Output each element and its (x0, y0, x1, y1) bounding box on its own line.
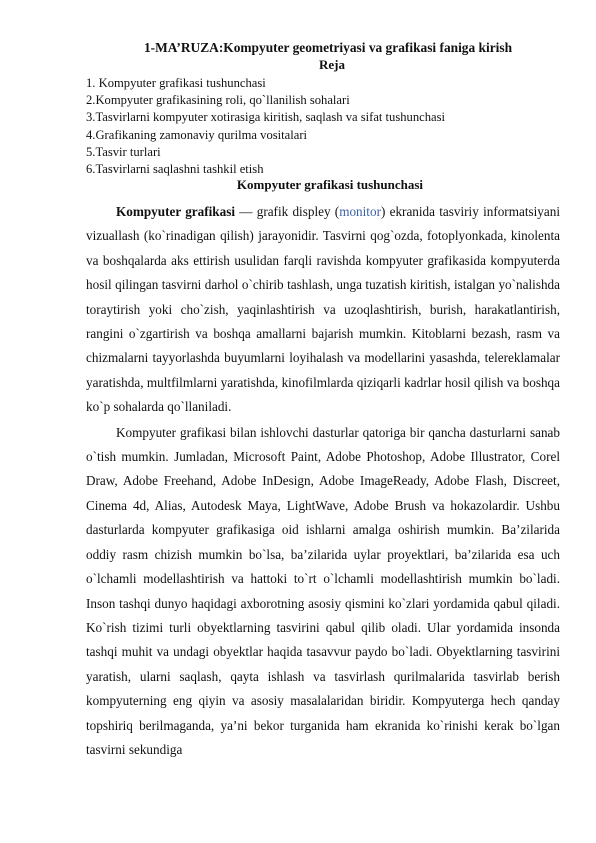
section-heading: Kompyuter grafikasi tushunchasi (236, 177, 424, 192)
plan-list (86, 75, 566, 178)
plan-item: 5.Tasvir turlari (86, 144, 161, 159)
body-text (86, 200, 560, 762)
plan-item: 6.Tasvirlarni saqlashni tashkil etish (86, 162, 264, 177)
plan-item: 3.Tasvirlarni kompyuter xotirasiga kiritish, saqlash va sifat tushunchasi (86, 110, 446, 125)
definition-body: ) ekranida tasviriy informatsiyani vizuallash (ko`rinadigan qilish) jarayonidir. Tasvirni qog`ozda, fotoplyonkada, kinolenta va boshqalarda aks ettirish usulidan farqli ravishda kompyuter grafikasida kompyuterda hosil qilingan tasvirni darhol o`chirib tashlash, unga tuzatish kiritish, istalgan yo`nalishda toraytirish yoki cho`zish, yaqinlashtirish va uzoqlashtirish, burish, harakatlantirish, rangini o`zgartirish va boshqa amallarni bajarish mumkin. Kitoblarni bezash, rasm va chizmalarni tayyorlashda buyumlarni loyihalash va modellarini yasashda, telereklamalar yaratishda, multfilmlarni yaratishda, kinofilmlarda qiziqarli kadrlar hosil qilish va boshqa ko`p sohalarda qo`llaniladi. (86, 204, 560, 415)
defined-term: Kompyuter grafikasi (116, 204, 236, 219)
monitor-link[interactable]: monitor (339, 204, 381, 219)
paragraph-definition (86, 200, 560, 420)
plan-item: 1. Kompyuter grafikasi tushunchasi (86, 76, 266, 90)
plan-heading: Reja (319, 57, 345, 72)
definition-lead: — grafik displey ( (235, 204, 340, 219)
plan-item: 2.Kompyuter grafikasining roli, qo`llanilish sohalari (86, 93, 350, 108)
lecture-title: 1-MA’RUZA:Kompyuter geometriyasi va grafikasi faniga kirish (143, 40, 513, 55)
paragraph-software: Kompyuter grafikasi bilan ishlovchi dasturlar qatoriga bir qancha dasturlarni sanab o`tish mumkin. Jumladan, Microsoft Paint, Adobe Photoshop, Adobe Illustrator, Corel Draw, Adobe Freehand, Adobe InDesign, Adobe ImageReady, Adobe Flash, Discreet, Cinema 4d, Alias, Autodesk Maya, LightWave, Adobe Brush va hokazolardir. Ushbu dasturlarda kompyuter grafikasiga oid ishlarni amalga oshirish mumkin. Ba’zilarida oddiy rasm chizish mumkin bo`lsa, ba’zilarida uylar proyektlari, ba’zilarida esa uch o`lchamli modellashtirish va hattoki to`rt o`lchamli modellashtirish mumkin bo`ladi. Inson tashqi dunyo haqidagi axborotning asosiy qismini ko`zlari yordamida qabul qiladi. Ko`rish tizimi turli obyektlarning tasvirini qabul qilib oladi. Ular yordamida insonda tashqi muhit va undagi obyektlar haqida tasavvur paydo bo`ladi. Obyektlarning tasvirini yaratish, ularni saqlash, qayta ishlash va tasvirlash qurilmalarida tasvirlab berish kompyuterning eng qiyin va asosiy masalalaridan biridir. Kompyuterga hech qanday topshiriq berilmaganda, ya’ni bekor turganida ham ekranida ko`rinishi kerak bo`lgan tasvirni sekundiga (86, 424, 560, 757)
plan-item: 4.Grafikaning zamonaviy qurilma vositalari (86, 127, 308, 142)
